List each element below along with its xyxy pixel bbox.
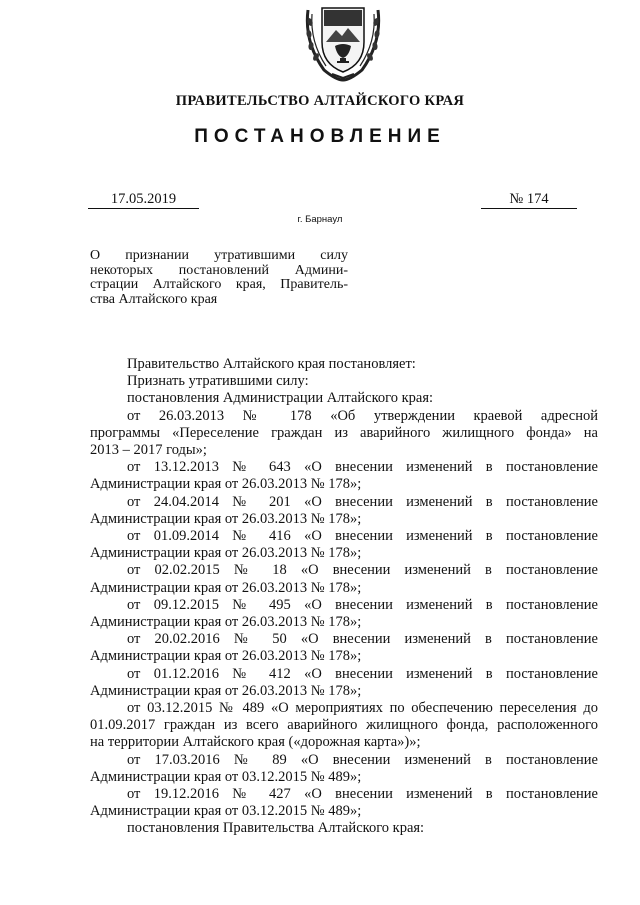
subject-line: некоторых постановлений Админи- — [90, 263, 348, 278]
body-line: Администрации края от 26.03.2013 № 178»; — [90, 682, 362, 699]
document-date: 17.05.2019 — [88, 191, 199, 209]
body-line: Администрации края от 26.03.2013 № 178»; — [90, 476, 362, 493]
body-line: от 20.02.2016 № 50 «О внесении изменений в постановление — [127, 631, 598, 648]
body-line: Признать утратившими силу: — [127, 373, 309, 390]
document-city: г. Барнаул — [297, 214, 343, 225]
body-line: постановления Администрации Алтайского края: — [127, 390, 434, 407]
coat-of-arms-icon — [302, 2, 384, 82]
body-line: от 24.04.2014 № 201 «О внесении изменений в постановление — [127, 493, 598, 510]
body-line: Администрации края от 26.03.2013 № 178»; — [90, 614, 362, 631]
document-type-title: ПОСТАНОВЛЕНИЕ — [194, 126, 446, 147]
body-line: на территории Алтайского края («дорожная карта»)»; — [90, 734, 421, 751]
body-line: 2013 – 2017 годы»; — [90, 442, 207, 459]
body-line: от 01.12.2016 № 412 «О внесении изменений в постановление — [127, 665, 598, 682]
body-line: Администрации края от 26.03.2013 № 178»; — [90, 510, 362, 527]
subject-line: О признании утратившими силу — [90, 249, 348, 263]
body-line: программы «Переселение граждан из аварийного жилищного фонда» на — [90, 424, 598, 441]
body-line: от 03.12.2015 № 489 «О мероприятиях по обеспечению переселения до — [127, 700, 598, 717]
body-line: от 26.03.2013 № 178 «Об утверждении краевой адресной — [127, 407, 598, 424]
government-title: ПРАВИТЕЛЬСТВО АЛТАЙСКОГО КРАЯ — [175, 93, 465, 109]
body-line: постановления Правительства Алтайского края: — [127, 820, 425, 837]
body-line: 01.09.2017 граждан из всего аварийного жилищного фонда, расположенного — [90, 717, 598, 734]
body-line: от 17.03.2016 № 89 «О внесении изменений в постановление — [127, 751, 598, 768]
document-body — [90, 356, 598, 838]
body-line: Администрации края от 03.12.2015 № 489»; — [90, 768, 362, 785]
document-number: № 174 — [481, 191, 577, 209]
subject-line: страции Алтайского края, Правитель- — [90, 278, 348, 292]
body-line: Администрации края от 26.03.2013 № 178»; — [90, 648, 362, 665]
body-line: Администрации края от 26.03.2013 № 178»; — [90, 579, 362, 596]
body-line: от 13.12.2013 № 643 «О внесении изменений в постановление — [127, 459, 598, 476]
document-subject — [90, 249, 348, 307]
body-line: Администрации края от 03.12.2015 № 489»; — [90, 803, 362, 820]
body-line: от 09.12.2015 № 495 «О внесении изменений в постановление — [127, 596, 598, 613]
body-line: от 01.09.2014 № 416 «О внесении изменений в постановление — [127, 528, 598, 545]
body-line: Администрации края от 26.03.2013 № 178»; — [90, 545, 362, 562]
subject-line: ства Алтайского края — [90, 292, 218, 307]
body-line: Правительство Алтайского края постановляет: — [127, 356, 416, 372]
body-line: от 02.02.2015 № 18 «О внесении изменений в постановление — [127, 562, 598, 579]
body-line: от 19.12.2016 № 427 «О внесении изменений в постановление — [127, 786, 598, 803]
